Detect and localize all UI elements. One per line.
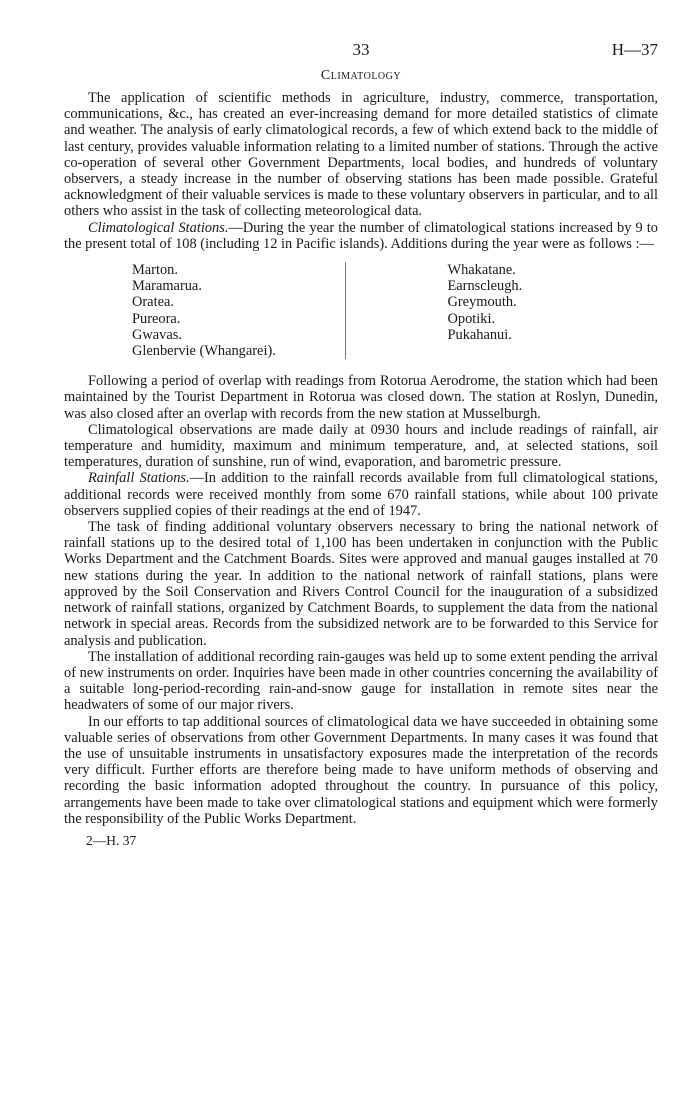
- station-item: Maramarua.: [132, 278, 202, 295]
- document-reference: H—37: [611, 40, 658, 59]
- rain-gauges-paragraph: The installation of additional recording rain-gauges was held up to some extent pending the arrival of new instruments on order. Inquiries have been made in other countries concerning the availability of a suitable long-period-recording rain-and-snow gauge for installation in remote sites near the headwaters of some of our major rivers.: [64, 648, 658, 714]
- rainfall-stations-lead: Rainfall Stations.: [88, 470, 190, 487]
- station-item: Marton.: [132, 262, 178, 279]
- station-item: Gwavas.: [132, 326, 182, 343]
- station-additions-list: [132, 262, 658, 359]
- climatological-stations-text: —During the year the number of climatological stations increased by 9 to the present total of 108 (including 12 in Pacific islands). Additions during the year were as follows :—: [64, 219, 658, 252]
- document-page: [64, 40, 658, 849]
- station-item: Glenbervie (Whangarei).: [132, 343, 276, 360]
- rainfall-stations-paragraph: [64, 470, 658, 519]
- page-number: 33: [352, 40, 370, 59]
- station-item: Pukahanui.: [447, 326, 512, 343]
- running-header: [64, 40, 658, 62]
- station-item: Oratea.: [132, 294, 174, 311]
- climatological-stations-paragraph: [64, 220, 658, 252]
- rainfall-stations-text: —In addition to the rainfall records available from full climatological stations, additional records were received monthly from some 670 rainfall stations, while about 100 private observers supplied copies of their readings at the end of 1947.: [64, 470, 658, 519]
- voluntary-observers-paragraph: The task of finding additional voluntary observers necessary to bring the national network of rainfall stations up to the desired total of 1,100 has been undertaken in conjunction with the Public Works Department and the Catchment Boards. Sites were approved and manual gauges installed at 70 new stations during the year. In addition to the national network of rainfall stations, plans were approved by the Soil Conservation and Rivers Control Council for the inauguration of a subsidized network of rainfall stations, organized by Catchment Boards, to supplement the data from the national network in special areas. Records from the subsidized network are to be forwarded to this Service for analysis and publication.: [64, 519, 658, 649]
- station-item: Whakatane.: [447, 262, 516, 279]
- station-item: Earnscleugh.: [447, 278, 523, 295]
- rotorua-closure-paragraph: Following a period of overlap with readings from Rotorua Aerodrome, the station which had been maintained by the Tourist Department in Rotorua was closed down. The station at Roslyn, Dunedin, was also closed after an overlap with records from the new station at Musselburgh.: [64, 373, 658, 422]
- footer-signature: 2—H. 37: [86, 832, 137, 848]
- observations-paragraph: Climatological observations are made daily at 0930 hours and include readings of rainfall, air temperature and humidity, maximum and minimum temperature, and, at selected stations, soil temperatures, duration of sunshine, run of wind, evaporation, and barometric pressure.: [64, 421, 658, 471]
- station-item: Pureora.: [132, 310, 181, 327]
- station-item: Greymouth.: [447, 294, 517, 311]
- station-column-left: [132, 262, 346, 359]
- section-title: Climatology: [320, 68, 402, 83]
- climatological-stations-lead: Climatological Stations.: [88, 219, 229, 236]
- station-item: Opotiki.: [447, 310, 496, 327]
- additional-sources-paragraph: In our efforts to tap additional sources of climatological data we have succeeded in obtaining some valuable series of observations from other Government Departments. In many cases it was found that the use of unsuitable instruments in unsatisfactory exposures made the interpretation of the records very difficult. Further efforts are therefore being made to have uniform methods of observing and recording the basic information adopted throughout the country. In pursuance of this policy, arrangements have been made to take over climatological stations and equipment which were formerly the responsibility of the Public Works Department.: [64, 713, 658, 827]
- intro-paragraph: The application of scientific methods in agriculture, industry, commerce, transportation, communications, &c., has created an ever-increasing demand for more detailed statistics of climate and weather. The analysis of early climatological records, a few of which extend back to the middle of last century, provides valuable information relating to a limited number of stations. Through the active co-operation of several other Government Departments, local bodies, and hundreds of voluntary observers, a steady increase in the number of observing stations has been made possible. Grateful acknowledgment of their valuable services is made to these voluntary observers in particular, and to all others who assist in the task of collecting meteorological data.: [64, 90, 658, 220]
- station-column-right: [448, 262, 659, 359]
